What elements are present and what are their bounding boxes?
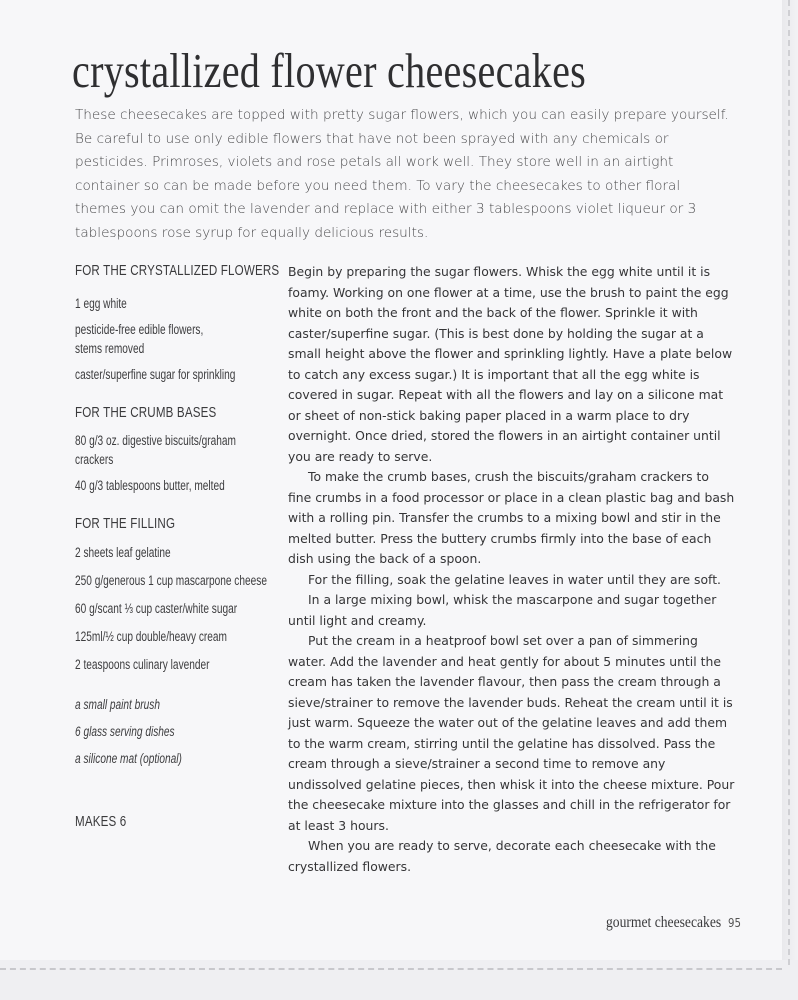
- page-edge-right: [782, 0, 798, 1000]
- method-paragraph: In a large mixing bowl, whisk the mascarpone and sugar together until light and creamy.: [288, 592, 717, 628]
- ingredient-item: 2 teaspoons culinary lavender: [75, 657, 210, 672]
- method-paragraph: For the filling, soak the gelatine leaves in water until they are soft.: [308, 571, 721, 587]
- ingredient-item: 1 egg white: [75, 296, 127, 311]
- ingredient-item: 40 g/3 tablespoons butter, melted: [75, 478, 225, 493]
- method-paragraph: When you are ready to serve, decorate each cheesecake with the crystallized flowers.: [288, 838, 716, 874]
- recipe-intro: These cheesecakes are topped with pretty sugar flowers, which you can easily prepare yourself. Be careful to use only edible flowers that have not been sprayed with any chemicals or pesticides. Primroses, violets and rose petals all work well. They store well in an airtight container so can be made before you need them. To vary the cheesecakes to other floral themes you can omit the lavender and replace with either 3 tablespoons violet liqueur or 3 tablespoons rose syrup for equally delicious results.: [75, 107, 729, 241]
- page-number: 95: [727, 916, 741, 930]
- ingredient-item: pesticide-free edible flowers, stems removed: [75, 322, 204, 356]
- filling-heading: FOR THE FILLING: [75, 516, 176, 532]
- makes-label: MAKES 6: [75, 814, 127, 830]
- page-footer: [606, 914, 741, 932]
- ingredient-item: 250 g/generous 1 cup mascarpone cheese: [75, 573, 267, 588]
- equipment-item: 6 glass serving dishes: [75, 724, 175, 739]
- method-column: [288, 262, 736, 877]
- flowers-heading: FOR THE CRYSTALLIZED FLOWERS: [75, 263, 280, 279]
- equipment-item: a silicone mat (optional): [75, 751, 182, 766]
- ingredients-column: [75, 262, 280, 831]
- footer-section-name: gourmet cheesecakes: [606, 914, 722, 931]
- bases-heading: FOR THE CRUMB BASES: [75, 405, 217, 421]
- recipe-title: crystallized flower cheesecakes: [72, 43, 587, 98]
- method-paragraph: Put the cream in a heatproof bowl set over a pan of simmering water. Add the lavender and heat gently for about 5 minutes until the cream has taken the lavender flavour, then pass the cream through a sieve/strainer to remove the lavender buds. Reheat the cream until it is just warm. Squeeze the water out of the gelatine leaves and add them to the warm cream, stirring until the gelatine has dissolved. Pass the cream through a sieve/strainer a second time to remove any undissolved gelatine pieces, then whisk it into the cheese mixture. Pour the cheesecake mixture into the glasses and chill in the refrigerator for at least 3 hours.: [288, 633, 735, 833]
- ingredient-item: 125ml/½ cup double/heavy cream: [75, 629, 227, 644]
- binding-stitch-horizontal: [0, 968, 782, 970]
- page-edge-bottom: [0, 960, 798, 1000]
- ingredient-item: 80 g/3 oz. digestive biscuits/graham crackers: [75, 433, 236, 467]
- ingredient-item: 60 g/scant ⅓ cup caster/white sugar: [75, 601, 238, 616]
- ingredient-item: caster/superfine sugar for sprinkling: [75, 367, 236, 382]
- method-paragraph: Begin by preparing the sugar flowers. Whisk the egg white until it is foamy. Working on one flower at a time, use the brush to paint the egg white on both the front and the back of the flower. Sprinkle it with caster/superfine sugar. (This is best done by holding the sugar at a small height above the flower and sprinkling lightly. Have a plate below to catch any excess sugar.) It is important that all the egg white is covered in sugar. Repeat with all the flowers and lay on a silicone mat or sheet of non-stick baking paper placed in a warm place to dry overnight. Once dried, stored the flowers in an airtight container until you are ready to serve.: [288, 264, 733, 464]
- method-paragraph: To make the crumb bases, crush the biscuits/graham crackers to fine crumbs in a food processor or place in a clean plastic bag and bash with a rolling pin. Transfer the crumbs to a mixing bowl and stir in the melted butter. Press the buttery crumbs firmly into the base of each dish using the back of a spoon.: [288, 469, 735, 566]
- binding-stitch-vertical: [788, 0, 790, 965]
- equipment-item: a small paint brush: [75, 697, 160, 712]
- ingredient-item: 2 sheets leaf gelatine: [75, 545, 171, 560]
